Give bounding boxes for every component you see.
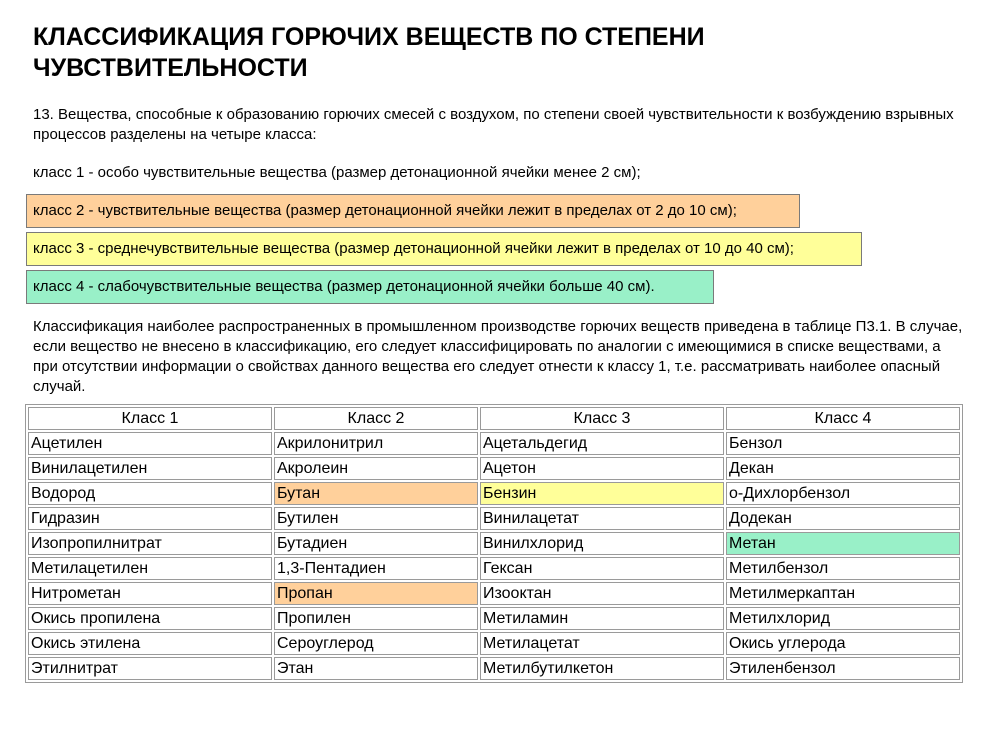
table-row bbox=[28, 582, 960, 605]
table-cell: Метилбутилкетон bbox=[480, 657, 724, 680]
table-cell: Бензол bbox=[726, 432, 960, 455]
class-2-description: класс 2 - чувствительные вещества (размер детонационной ячейки лежит в пределах от 2 до 10 см); bbox=[26, 194, 800, 228]
table-cell: Ацетон bbox=[480, 457, 724, 480]
table-cell: Сероуглерод bbox=[274, 632, 478, 655]
table-cell: Гексан bbox=[480, 557, 724, 580]
table-row bbox=[28, 432, 960, 455]
table-cell: Водород bbox=[28, 482, 272, 505]
header-class-3: Класс 3 bbox=[480, 407, 724, 430]
table-cell: Метилацетилен bbox=[28, 557, 272, 580]
header-class-1: Класс 1 bbox=[28, 407, 272, 430]
table-cell: Додекан bbox=[726, 507, 960, 530]
table-cell: Метилмеркаптан bbox=[726, 582, 960, 605]
table-cell: Пропилен bbox=[274, 607, 478, 630]
table-cell: Ацетилен bbox=[28, 432, 272, 455]
header-class-4: Класс 4 bbox=[726, 407, 960, 430]
table-cell: Окись этилена bbox=[28, 632, 272, 655]
class-1-description: класс 1 - особо чувствительные вещества (размер детонационной ячейки менее 2 см); bbox=[33, 164, 641, 181]
table-cell: Винилхлорид bbox=[480, 532, 724, 555]
table-cell: Декан bbox=[726, 457, 960, 480]
table-cell: Бензин bbox=[480, 482, 724, 505]
table-row bbox=[28, 457, 960, 480]
table-row bbox=[28, 632, 960, 655]
table-cell: Этан bbox=[274, 657, 478, 680]
table-cell: Метан bbox=[726, 532, 960, 555]
table-row bbox=[28, 532, 960, 555]
table-row bbox=[28, 657, 960, 680]
table-cell: Ацетальдегид bbox=[480, 432, 724, 455]
table-cell: Винилацетилен bbox=[28, 457, 272, 480]
table-cell: Акролеин bbox=[274, 457, 478, 480]
table-cell: Этилнитрат bbox=[28, 657, 272, 680]
classification-note: Классификация наиболее распространенных в промышленном производстве горючих веществ приведена в таблице П3.1. В случае, если вещество не внесено в классификацию, его следует классифицировать по аналогии с имеющимися в списке веществами, а при отсутствии информации о свойствах данного вещества его следует отнести к классу 1, т.е. рассматривать наиболее опасный случай. bbox=[33, 318, 963, 395]
table-cell: Бутадиен bbox=[274, 532, 478, 555]
table-row bbox=[28, 557, 960, 580]
table-cell: Метилбензол bbox=[726, 557, 960, 580]
table-cell: Винилацетат bbox=[480, 507, 724, 530]
header-class-2: Класс 2 bbox=[274, 407, 478, 430]
class-4-description: класс 4 - слабочувствительные вещества (размер детонационной ячейки больше 40 см). bbox=[26, 270, 714, 304]
class-3-description: класс 3 - среднечувствительные вещества (размер детонационной ячейки лежит в пределах от 10 до 40 см); bbox=[26, 232, 862, 266]
table-cell: Окись пропилена bbox=[28, 607, 272, 630]
table-cell: Нитрометан bbox=[28, 582, 272, 605]
table-cell: о-Дихлорбензол bbox=[726, 482, 960, 505]
table-cell: Бутилен bbox=[274, 507, 478, 530]
table-cell: Акрилонитрил bbox=[274, 432, 478, 455]
table-cell: Окись углерода bbox=[726, 632, 960, 655]
table-cell: Изопропилнитрат bbox=[28, 532, 272, 555]
table-cell: 1,3-Пентадиен bbox=[274, 557, 478, 580]
intro-paragraph: 13. Вещества, способные к образованию горючих смесей с воздухом, по степени своей чувствительности к возбуждению взрывных процессов разделены на четыре класса: bbox=[33, 106, 954, 143]
classification-table bbox=[25, 404, 963, 683]
table-body bbox=[28, 432, 960, 680]
table-row bbox=[28, 482, 960, 505]
table-row bbox=[28, 607, 960, 630]
page-title: КЛАССИФИКАЦИЯ ГОРЮЧИХ ВЕЩЕСТВ ПО СТЕПЕНИ ЧУВСТВИТЕЛЬНОСТИ bbox=[33, 23, 705, 82]
table-cell: Метиламин bbox=[480, 607, 724, 630]
table-cell: Этиленбензол bbox=[726, 657, 960, 680]
table-cell: Изооктан bbox=[480, 582, 724, 605]
table-cell: Метилхлорид bbox=[726, 607, 960, 630]
table-cell: Гидразин bbox=[28, 507, 272, 530]
table-header-row bbox=[28, 407, 960, 430]
table-row bbox=[28, 507, 960, 530]
table-cell: Метилацетат bbox=[480, 632, 724, 655]
table-cell: Пропан bbox=[274, 582, 478, 605]
table-cell: Бутан bbox=[274, 482, 478, 505]
